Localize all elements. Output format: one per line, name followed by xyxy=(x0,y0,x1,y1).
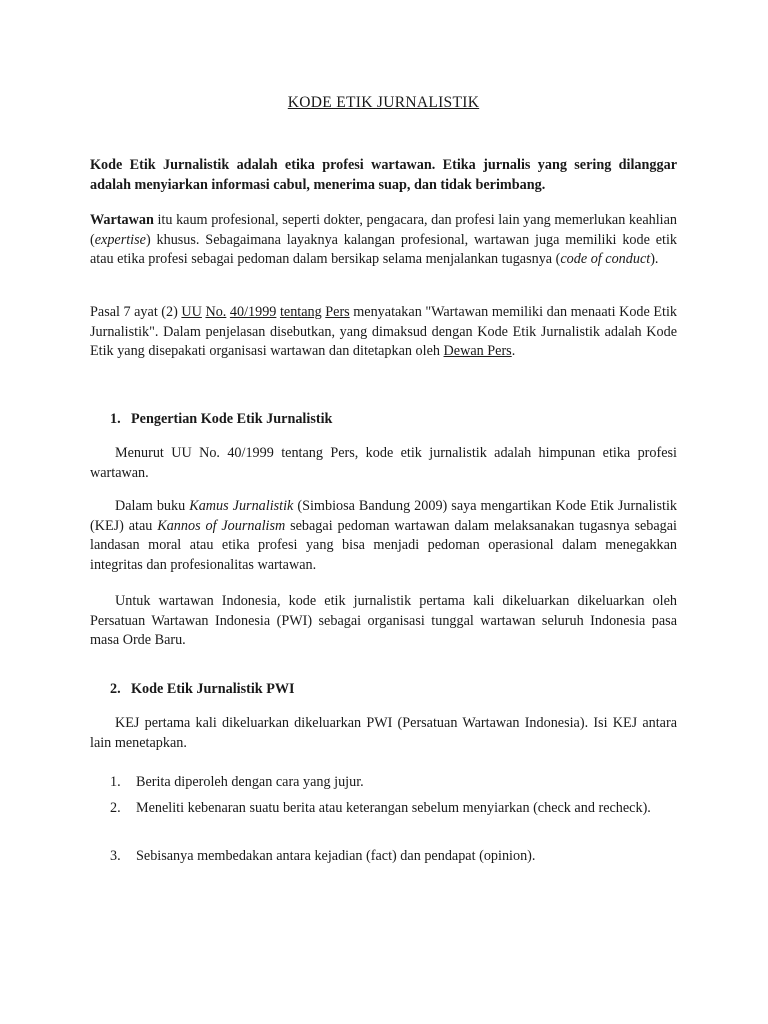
kannos-of-journalism-term: Kannos of Journalism xyxy=(157,517,286,534)
section-2-heading xyxy=(110,681,295,698)
expertise-term: expertise xyxy=(94,231,146,248)
section-2-title: Kode Etik Jurnalistik PWI xyxy=(131,681,295,697)
section-1-heading xyxy=(110,411,332,428)
list-item-text: Meneliti kebenaran suatu berita atau keterangan sebelum menyiarkan (check and recheck). xyxy=(136,800,651,816)
wartawan-term: Wartawan xyxy=(90,212,154,228)
section-2-number: 2. xyxy=(110,681,121,697)
code-of-conduct-term: code of conduct xyxy=(560,251,651,267)
text-run: Pasal 7 ayat (2) xyxy=(90,304,182,320)
section-2-paragraph-1: KEJ pertama kali dikeluarkan dikeluarkan PWI (Persatuan Wartawan Indonesia). Isi KEJ antara lain menetapkan. xyxy=(90,715,677,751)
paragraph-pasal-7 xyxy=(90,303,677,362)
section-1-paragraph-3: Untuk wartawan Indonesia, kode etik jurnalistik pertama kali dikeluarkan dikeluarkan oleh Persatuan Wartawan Indonesia (PWI) sebagai organisasi tunggal wartawan seluruh Indonesia pasa masa Orde Baru. xyxy=(90,593,677,648)
section-1-paragraph-2 xyxy=(90,497,677,575)
document-title: KODE ETIK JURNALISTIK xyxy=(287,94,480,111)
text-run: ). xyxy=(650,251,659,267)
link-uu[interactable]: UU xyxy=(181,304,202,320)
section-1-number: 1. xyxy=(110,411,121,427)
list-item-number: 3. xyxy=(110,848,121,864)
list-item xyxy=(110,797,677,819)
link-dewan-pers[interactable]: Dewan Pers xyxy=(443,343,512,359)
text-run: Dalam buku xyxy=(115,498,190,514)
section-1-title: Pengertian Kode Etik Jurnalistik xyxy=(131,411,333,427)
text-run: (Simbiosa Bandung 2009) saya mengartikan Kode Etik Jurnalistik (KEJ) atau xyxy=(90,498,677,534)
paragraph-wartawan xyxy=(90,211,677,270)
list-item xyxy=(110,771,677,793)
link-40-1999[interactable]: 40/1999 xyxy=(229,304,277,320)
link-pers[interactable]: Pers xyxy=(325,304,350,320)
link-tentang[interactable]: tentang xyxy=(279,304,322,320)
intro-paragraph: Kode Etik Jurnalistik adalah etika profesi wartawan. Etika jurnalis yang sering dilanggar adalah menyiarkan informasi cabul, menerima suap, dan tidak berimbang. xyxy=(90,157,677,193)
list-item-text: Berita diperoleh dengan cara yang jujur. xyxy=(136,774,364,790)
list-item-number: 2. xyxy=(110,800,121,816)
section-1-paragraph-1: Menurut UU No. 40/1999 tentang Pers, kode etik jurnalistik adalah himpunan etika profesi wartawan. xyxy=(90,445,677,481)
text-run: sebagai pedoman wartawan dalam melaksanakan tugasnya sebagai landasan moral atau etika profesi yang bisa menjadi pedoman operasional dalam menegakkan integritas dan profesionalitas wartawan. xyxy=(90,517,677,573)
kamus-jurnalistik-title: Kamus Jurnalistik xyxy=(189,498,294,514)
list-item-number: 1. xyxy=(110,774,121,790)
list-item xyxy=(110,845,677,867)
text-run: . xyxy=(511,343,516,359)
text-run: itu kaum profesional, seperti dokter, pengacara, dan profesi lain yang memerlukan keahlian ( xyxy=(90,212,677,248)
text-run: ) khusus. Sebagaimana layaknya kalangan profesional, wartawan juga memiliki kode etik atau etika profesi sebagai pedoman dalam bersikap selama menjalankan tugasnya ( xyxy=(90,231,677,267)
list-item-text: Sebisanya membedakan antara kejadian (fact) dan pendapat (opinion). xyxy=(136,848,536,864)
text-run: menyatakan "Wartawan memiliki dan menaati Kode Etik Jurnalistik". Dalam penjelasan disebutkan, yang dimaksud dengan Kode Etik Jurnalistik adalah Kode Etik yang disepakati organisasi wartawan dan ditetapkan oleh xyxy=(90,304,678,359)
link-no[interactable]: No. xyxy=(205,304,227,320)
